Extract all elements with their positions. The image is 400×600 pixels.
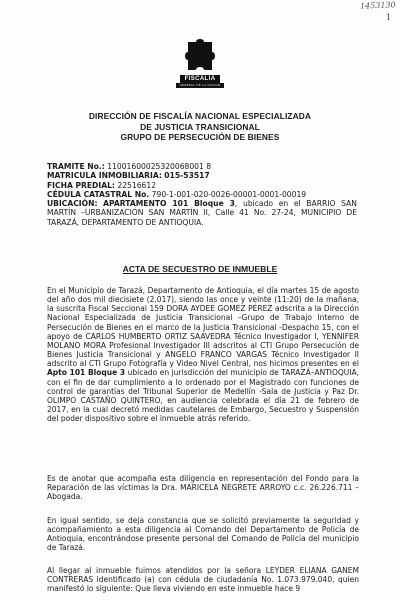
ubicacion-rest: , ubicado en el BARRIO SAN MARTÍN –URBANIZACIÓN SAN MARTÍN II, Calle 41 No. 27-24, MUNICIPIO DE TARAZÁ, DEPARTAMENTO DE ANTIOQUIA.: [47, 199, 357, 227]
cedula-row: [47, 190, 357, 199]
matricula-value: 015-53517: [164, 171, 210, 181]
logo-name: FISCALÍA: [180, 75, 221, 83]
cedula-value: 790-1-001-020-0026-00001-0001-00019: [151, 189, 307, 199]
heading-line-1: DIRECCIÓN DE FISCALÍA NACIONAL ESPECIALIZADA: [88, 111, 312, 121]
matricula-label: MATRICULA INMOBILIARIA:: [47, 171, 162, 181]
fiscalia-logo: [0, 38, 400, 88]
ficha-row: [47, 181, 357, 190]
page-number: 1: [385, 13, 391, 22]
tramite-label: TRAMITE No.:: [47, 162, 105, 171]
logo-subtitle: GENERAL DE LA NACIÓN: [176, 83, 225, 88]
paragraph-4: Al llegar al inmueble fuimos atendidos por la señora LEYDER ELIANA GANEM CONTRERAS identificado (a) con cédula de ciudadanía No. 1.073.979.040, quien manifestó lo siguiente: Que lleva viviendo en este inmueble hace 9: [47, 566, 359, 594]
paragraph-1-bold: Apto 101 Bloque 3: [47, 368, 126, 378]
paragraph-2: Es de anotar que acompaña esta diligencia en representación del Fondo para la Reparación de las víctimas la Dra. MARICELA NEGRETE ARROYO c.c. 26.226.711 –Abogada.: [47, 474, 359, 502]
ubicacion-row: [47, 199, 357, 227]
paragraph-3: En igual sentido, se deja constancia que se solicitó previamente la seguridad y acompañamiento a esta diligencia al Comando del Departamento de Policía de Antioquia, encontrándose presente personal del Comando de Policía del municipio de Tarazá.: [47, 516, 359, 553]
paragraph-1: [47, 286, 359, 423]
paragraph-1-part-1: En el Municipio de Tarazá, Departamento de Antioquia, el día martes 15 de agosto del año dos mil diecisiete (2.017), siendo las once y veinte (11:20) de la mañana, la suscrita Fiscal Seccional 159 DORA AYDEE GOMEZ PÉREZ adscrita a la Dirección Nacional Especializada de Justicia Transicional –Grupo de Trabajo Interno de Persecución de Bienes en el marco de la Justicia Transicional -Despacho 15, con el apoyo de CARLOS HUMBERTO ORTIZ SAAVEDRA Técnico Investigador I, YENNIFER MOLANO MORA Profesional Investigador III adscritos al CTI Grupo Persecución de Bienes Justicia Transicional y ANGELO FRANCO VARGAS Técnico Investigador II adscrito al CTI Grupo Fotografía y Video Nivel Central, nos hicimos presentes en el: [47, 286, 359, 369]
ubicacion-label: UBICACIÓN:: [47, 199, 98, 209]
paragraph-1-part-2: ubicado en jurisdicción del municipio de TARAZÁ–ANTIOQUIA, con el fin de dar cumplimiento a lo ordenado por el Magistrado con funciones de control de garantías del Tribunal Superior de Medellín -Sala de Justicia y Paz Dr. OLIMPO CASTAÑO QUINTERO, en audiencia celebrada el día 21 de febrero de 2017, en la cual decretó medidas cautelares de Embargo, Secuestro y Suspensión del poder dispositivo sobre el inmueble atrás referido.: [47, 368, 360, 424]
tramite-row: [47, 162, 357, 171]
puzzle-piece-icon: [184, 38, 216, 74]
cedula-label: CÉDULA CATASTRAL No.: [47, 189, 150, 199]
heading-line-3: GRUPO DE PERSECUCIÓN DE BIENES: [120, 132, 280, 143]
acta-title: ACTA DE SECUESTRO DE INMUEBLE: [122, 264, 278, 274]
tramite-value: 11001600025320068001 8: [107, 162, 212, 171]
ficha-label: FICHA PREDIAL:: [47, 180, 115, 190]
heading-line-2: DE JUSTICIA TRANSICIONAL: [140, 121, 260, 132]
ficha-value: 22516612: [117, 180, 157, 190]
case-metadata: [47, 162, 357, 227]
handwritten-corner-mark: 1453130: [360, 0, 397, 11]
ubicacion-bold: APARTAMENTO 101 Bloque 3: [103, 199, 235, 209]
document-heading: [0, 111, 400, 143]
matricula-row: [47, 171, 357, 180]
